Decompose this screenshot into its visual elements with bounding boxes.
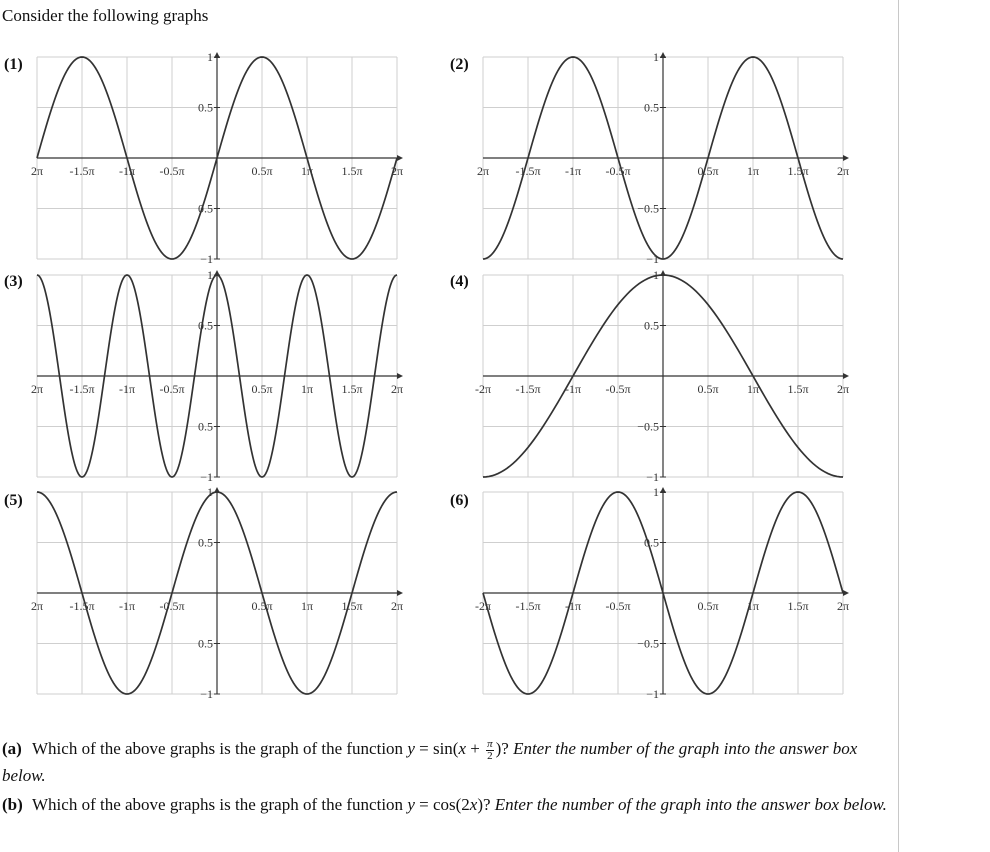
x-tick-label: 1π (746, 164, 760, 178)
x-tick-label: 1π (300, 382, 314, 396)
x-axis-arrow (843, 590, 849, 596)
question-a (2, 735, 892, 789)
x-tick-label: 1.5π (787, 164, 809, 178)
x-tick-label: 2π (30, 599, 44, 613)
question-a-fn-start: sin( (432, 739, 459, 758)
x-tick-label: -0.5π (605, 382, 631, 396)
graph-4-label: (4) (450, 273, 469, 290)
x-axis-arrow (843, 155, 849, 161)
x-tick-label: 1π (746, 382, 760, 396)
x-tick-label: -0.5π (605, 164, 631, 178)
y-tick-label: 0.5 (198, 100, 213, 115)
x-tick-label: 0.5π (251, 164, 273, 178)
graph-2-label: (2) (450, 56, 469, 73)
x-tick-label: 2π (30, 382, 44, 396)
y-tick-label: 0.5 (644, 100, 659, 115)
page-divider (898, 0, 899, 852)
x-tick-label: -1.5π (515, 599, 541, 613)
x-tick-label: 0.5π (251, 599, 273, 613)
x-tick-label: 2π (390, 382, 404, 396)
x-tick-label: -0.5π (159, 164, 185, 178)
y-tick-label: −1 (646, 252, 659, 266)
y-tick-label: 0.5 (198, 318, 213, 333)
y-tick-label: 0.5 (644, 535, 659, 550)
x-tick-label: 2π (390, 164, 404, 178)
x-tick-label: -1π (118, 382, 136, 396)
x-tick-label: 1.5π (787, 382, 809, 396)
graph-4 (474, 268, 850, 484)
x-axis-arrow (397, 590, 403, 596)
graph-5 (30, 485, 404, 701)
x-tick-label: -1π (564, 599, 582, 613)
page-heading: Consider the following graphs (2, 6, 209, 25)
x-tick-label: 1.5π (341, 599, 363, 613)
question-b-fn-end: )? (477, 795, 491, 814)
question-b-instruction: Enter the number of the graph into the answer box below. (494, 795, 887, 814)
question-a-fn-plus: + (466, 739, 485, 758)
x-tick-label: 0.5π (697, 164, 719, 178)
x-tick-label: -1π (564, 164, 582, 178)
x-tick-label: -1π (118, 164, 136, 178)
graph-6-label: (6) (450, 492, 469, 509)
x-tick-label: -1π (564, 382, 582, 396)
question-a-fn-end: )? (495, 739, 509, 758)
x-tick-label: 1π (300, 599, 314, 613)
question-b (2, 791, 892, 818)
fraction-numerator: π (487, 737, 493, 750)
x-tick-label: 1π (300, 164, 314, 178)
x-tick-label: -1.5π (515, 382, 541, 396)
y-tick-label: 0.5 (198, 535, 213, 550)
y-tick-label: 1 (653, 268, 659, 282)
x-tick-label: -1.5π (69, 164, 95, 178)
x-tick-label: -2π (474, 382, 492, 396)
y-tick-label: 1 (207, 485, 213, 499)
question-a-eq: = (414, 739, 433, 758)
x-tick-label: 2π (836, 599, 850, 613)
question-b-text: Which of the above graphs is the graph of the function (32, 795, 408, 814)
x-tick-label: -0.5π (605, 599, 631, 613)
question-a-fn-x: x (458, 739, 466, 758)
x-tick-label: 0.5π (697, 382, 719, 396)
x-tick-label: -0.5π (159, 382, 185, 396)
x-tick-label: 2π (390, 599, 404, 613)
x-tick-label: 1.5π (341, 164, 363, 178)
y-tick-label: 0.5 (198, 636, 213, 651)
graph-3-label: (3) (4, 273, 23, 290)
x-tick-label: 1π (746, 599, 760, 613)
x-tick-label: 1.5π (341, 382, 363, 396)
x-tick-label: -1.5π (515, 164, 541, 178)
x-tick-label: 2π (836, 164, 850, 178)
y-tick-label: −1 (646, 470, 659, 484)
question-a-fraction (486, 739, 494, 762)
x-tick-label: -1.5π (69, 382, 95, 396)
x-axis-arrow (397, 373, 403, 379)
graph-6 (474, 485, 850, 701)
y-tick-label: 1 (653, 50, 659, 64)
graph-2 (476, 50, 850, 266)
x-tick-label: 2π (836, 382, 850, 396)
y-tick-label: 1 (207, 50, 213, 64)
x-tick-label: 1.5π (787, 599, 809, 613)
x-axis-arrow (397, 155, 403, 161)
x-tick-label: -2π (474, 599, 492, 613)
x-tick-label: 0.5π (697, 599, 719, 613)
y-tick-label: −1 (646, 687, 659, 701)
question-a-var: y (407, 739, 415, 758)
fraction-denominator: 2 (487, 749, 493, 762)
y-tick-label: −1 (200, 687, 213, 701)
question-b-fn-x: x (469, 795, 478, 814)
y-tick-label: 0.5 (198, 201, 213, 216)
graph-1 (30, 50, 404, 266)
x-tick-label: -1.5π (69, 599, 95, 613)
x-tick-label: 2π (30, 164, 44, 178)
y-tick-label: 0.5 (644, 318, 659, 333)
question-a-text: Which of the above graphs is the graph of the function (32, 739, 408, 758)
question-b-tag: (b) (2, 795, 23, 814)
x-tick-label: 0.5π (251, 382, 273, 396)
x-axis-arrow (843, 373, 849, 379)
y-tick-label: 0.5 (198, 419, 213, 434)
graph-5-label: (5) (4, 492, 23, 509)
x-tick-label: -1π (118, 599, 136, 613)
x-tick-label: 2π (476, 164, 490, 178)
question-a-instruction: Enter the number of the graph into the answer box below. (2, 739, 858, 785)
graph-1-label: (1) (4, 56, 23, 73)
y-tick-label: −0.5 (637, 201, 659, 216)
graph-3 (30, 268, 404, 484)
question-b-var: y (407, 795, 415, 814)
question-b-eq: = (414, 795, 433, 814)
question-a-tag: (a) (2, 739, 22, 758)
y-tick-label: −1 (200, 470, 213, 484)
y-tick-label: −1 (200, 252, 213, 266)
y-tick-label: 1 (207, 268, 213, 282)
y-tick-label: 1 (653, 485, 659, 499)
x-tick-label: -0.5π (159, 599, 185, 613)
question-b-fn-start: cos(2 (432, 795, 470, 814)
y-tick-label: −0.5 (637, 419, 659, 434)
y-tick-label: −0.5 (637, 636, 659, 651)
